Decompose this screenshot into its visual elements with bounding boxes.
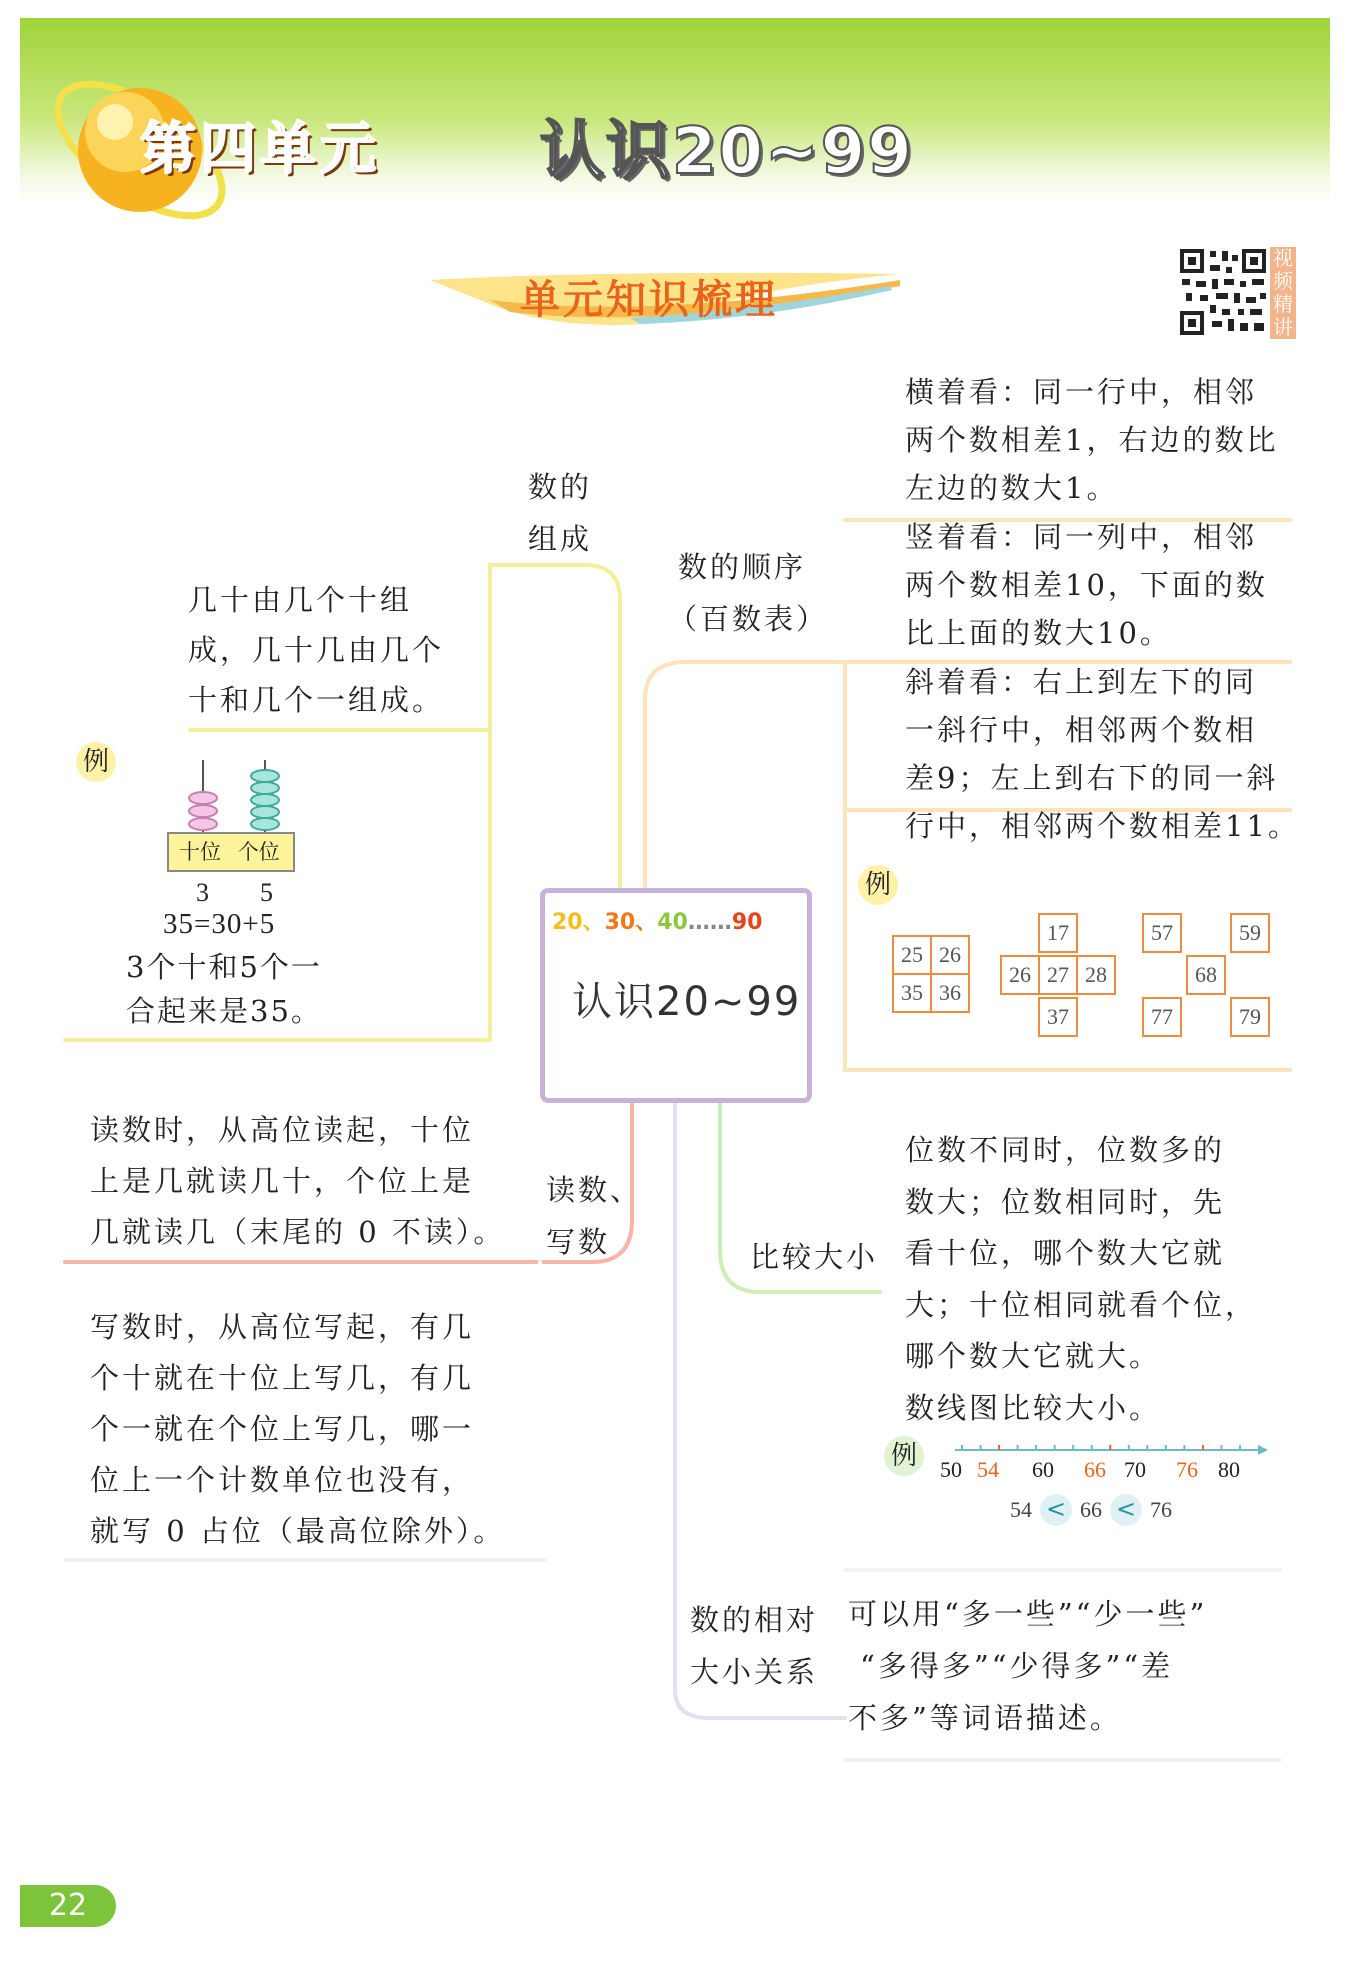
order-vertical-text	[905, 513, 1268, 657]
order-horizontal-line: 左边的数大1。	[905, 471, 1119, 505]
grid-cell: 26	[1000, 955, 1040, 995]
grid-cell: 77	[1142, 997, 1182, 1037]
grid-cell: 17	[1038, 913, 1078, 953]
read-write-label-2: 写数	[546, 1225, 611, 1259]
grid-cell: 25	[892, 935, 932, 975]
order-diagonal-line: 差9；左上到右下的同一斜	[905, 761, 1279, 795]
composition-line: 几十由几个十组	[188, 583, 413, 617]
grid-cell: 68	[1186, 955, 1226, 995]
number-line-label: 70	[1124, 1457, 1146, 1482]
seq-40: 40	[657, 910, 688, 935]
grid-cell: 35	[892, 973, 932, 1013]
relative-line: 不多”等词语描述。	[848, 1701, 1122, 1735]
order-horizontal-line: 横着看：同一行中，相邻	[905, 375, 1258, 409]
compare-line: 看十位，哪个数大它就	[905, 1236, 1226, 1270]
video-tag-char: 频	[1273, 269, 1293, 293]
video-tag-char: 讲	[1273, 315, 1293, 339]
relative-line: 可以用“多一些”“少一些”	[848, 1597, 1208, 1631]
example-badge: 例	[884, 1436, 924, 1476]
number-line-label-highlight: 66	[1084, 1457, 1106, 1482]
video-tag-char: 视	[1273, 246, 1293, 270]
order-diagonal-line: 斜着看：右上到左下的同	[905, 665, 1258, 699]
relative-line: “多得多”“少得多”“差	[860, 1649, 1174, 1683]
number-line-label: 80	[1218, 1457, 1240, 1482]
composition-example-text	[126, 945, 322, 1033]
write-rule-line: 个十就在十位上写几，有几	[90, 1361, 475, 1395]
section-title: 单元知识梳理	[520, 277, 778, 323]
seq-ellipsis: ……	[687, 910, 732, 935]
order-diagonal-line: 行中，相邻两个数相差11。	[905, 809, 1300, 843]
compare-line: 数线图比较大小。	[905, 1390, 1162, 1425]
example-badge: 例	[76, 742, 116, 782]
grid-cell: 37	[1038, 997, 1078, 1037]
order-diagonal-text	[905, 658, 1300, 850]
order-horizontal-line: 两个数相差1，右边的数比	[905, 423, 1279, 457]
read-rule-text	[90, 1105, 505, 1258]
order-diagonal-line: 一斜行中，相邻两个数相	[905, 713, 1258, 747]
comparison-value: 66	[1080, 1497, 1102, 1522]
order-vertical-line: 两个数相差10，下面的数	[905, 568, 1268, 602]
composition-label-2: 组成	[528, 522, 593, 556]
less-than-symbol: <	[1110, 1494, 1142, 1526]
composition-line: 十和几个一组成。	[188, 683, 445, 717]
order-vertical-line: 比上面的数大10。	[905, 616, 1172, 650]
abacus-tens-label: 十位	[179, 840, 221, 864]
write-rule-line: 位上一个计数单位也没有，	[90, 1463, 475, 1497]
composition-text	[188, 575, 444, 725]
abacus-ones-label: 个位	[237, 840, 280, 864]
read-rule-line: 读数时，从高位读起，十位	[90, 1113, 475, 1147]
order-label-2: （百数表）	[668, 602, 829, 636]
compare-line: 哪个数大它就大。	[905, 1339, 1162, 1373]
page-number: 22	[20, 1885, 116, 1927]
write-rule-line: 就写 0 占位（最高位除外）。	[90, 1514, 506, 1548]
grid-cell: 57	[1142, 913, 1182, 953]
compare-line: 位数不同时，位数多的	[905, 1133, 1226, 1167]
seq-20: 20、	[552, 910, 605, 935]
write-rule-line: 写数时，从高位写起，有几	[90, 1310, 475, 1344]
composition-example-line: 合起来是35。	[126, 994, 322, 1028]
write-rule-text	[90, 1302, 505, 1557]
compare-label: 比较大小	[750, 1240, 879, 1274]
composition-line: 成，几十几由几个	[188, 633, 445, 667]
abacus-tens-value: 3	[196, 878, 209, 907]
grid-cell: 27	[1038, 955, 1078, 995]
order-label-1: 数的顺序	[678, 550, 807, 584]
seq-30: 30、	[604, 910, 658, 935]
number-line-label-highlight: 54	[977, 1457, 999, 1482]
order-horizontal-text	[905, 368, 1278, 512]
number-line-label: 60	[1032, 1457, 1054, 1482]
abacus-ones-value: 5	[260, 878, 273, 907]
write-rule-line: 个一就在个位上写几，哪一	[90, 1412, 475, 1446]
compare-text	[905, 1125, 1257, 1434]
seq-90: 90	[731, 910, 763, 935]
comparison-value: 54	[1010, 1497, 1032, 1522]
grid-cell: 79	[1230, 997, 1270, 1037]
example-badge: 例	[858, 865, 898, 905]
relative-label-1: 数的相对	[690, 1603, 819, 1637]
compare-line: 大；十位相同就看个位，	[905, 1287, 1258, 1322]
center-title: 认识20~99	[572, 979, 802, 1025]
relative-label-2: 大小关系	[690, 1655, 819, 1689]
video-tag-char: 精	[1273, 292, 1293, 316]
abacus-base	[167, 832, 295, 872]
number-line-label: 50	[940, 1457, 962, 1482]
less-than-symbol: <	[1040, 1494, 1072, 1526]
order-vertical-line: 竖着看：同一列中，相邻	[905, 520, 1258, 554]
grid-cell: 26	[930, 935, 970, 975]
composition-label-1: 数的	[528, 470, 593, 504]
compare-line: 数大；位数相同时，先	[905, 1184, 1226, 1219]
grid-cell: 36	[930, 973, 970, 1013]
grid-cell: 59	[1230, 913, 1270, 953]
composition-example-line: 3个十和5个一	[126, 950, 322, 984]
number-line-label-highlight: 76	[1176, 1457, 1198, 1482]
comparison-value: 76	[1150, 1497, 1172, 1522]
unit-label: 第四单元	[140, 117, 380, 182]
read-rule-line: 几就读几（末尾的 0 不读）。	[90, 1215, 506, 1249]
grid-cell: 28	[1076, 955, 1116, 995]
read-rule-line: 上是几就读几十，个位上是	[90, 1164, 475, 1198]
read-write-label-1: 读数、	[546, 1173, 643, 1207]
unit-title: 认识20~99	[540, 115, 914, 189]
relative-text	[848, 1588, 1207, 1744]
center-sequence	[552, 905, 763, 936]
composition-equation: 35=30+5	[163, 908, 276, 940]
